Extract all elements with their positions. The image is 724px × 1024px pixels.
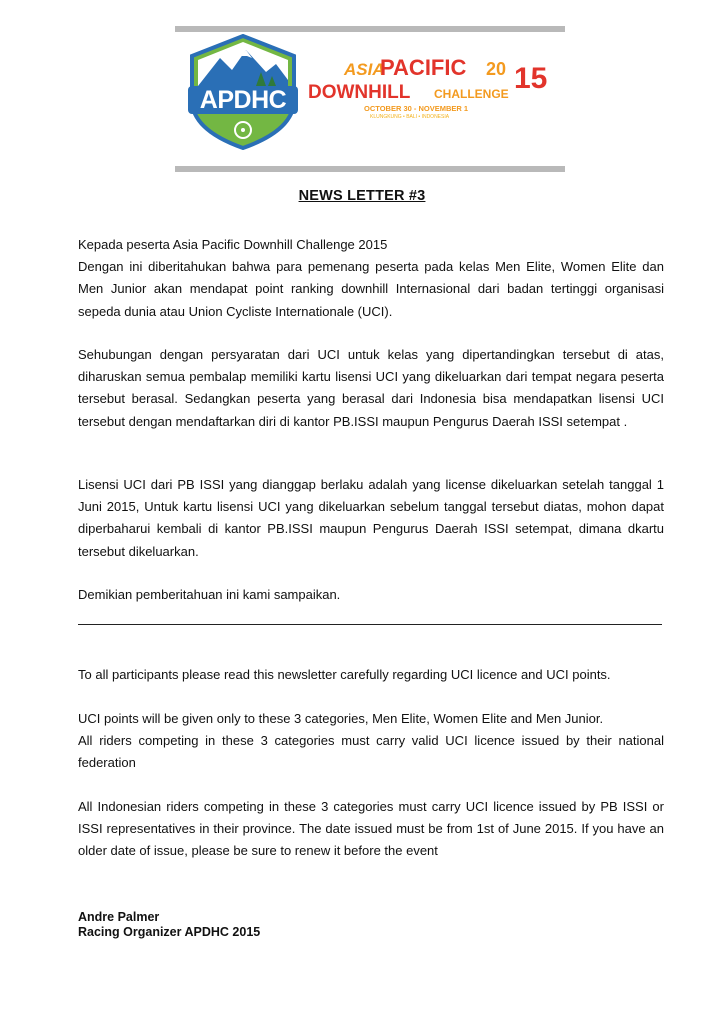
event-year-20: 20	[486, 59, 507, 79]
english-paragraph-2	[78, 708, 664, 775]
indonesian-paragraph-2: Sehubungan dengan persyaratan dari UCI untuk kelas yang dipertandingkan tersebut di atas, diharuskan semua pembalap memiliki kartu lisensi UCI yang dikeluarkan dari tempat negara peserta tersebut berasal. Sedangkan peserta yang berasal dari Indonesia bisa mendapatkan lisensi UCI tersebut dengan mendaftarkan diri di kantor PB.ISSI maupun Pengurus Daerah ISSI setempat .	[78, 347, 664, 429]
english-paragraph-1: To all participants please read this newsletter carefully regarding UCI licence and UCI points.	[78, 667, 611, 682]
section-divider	[78, 624, 662, 625]
english-p2-line1: UCI points will be given only to these 3 categories, Men Elite, Women Elite and Men Junior.	[78, 711, 604, 726]
header-bottom-bar	[175, 166, 565, 172]
event-word-downhill: DOWNHILL	[308, 82, 411, 103]
event-word-challenge: CHALLENGE	[434, 87, 509, 101]
wheel-hub	[241, 128, 245, 132]
event-logo	[300, 48, 564, 118]
event-location: KLUNGKUNG • BALI • INDONESIA	[370, 114, 450, 118]
event-year-15: 15	[514, 62, 548, 95]
event-dates: OCTOBER 30 - NOVEMBER 1	[364, 104, 469, 113]
indonesian-p1-body: Dengan ini diberitahukan bahwa para pemenang peserta pada kelas Men Elite, Women Elite dan Men Junior akan mendapat point ranking downhill Internasional dari badan tertinggi organisasi sepeda dunia atau Union Cycliste Internationale (UCI).	[78, 259, 664, 319]
indonesian-paragraph-3: Lisensi UCI dari PB ISSI yang dianggap berlaku adalah yang license dikeluarkan setelah tanggal 1 Juni 2015, Untuk kartu lisensi UCI yang dikeluarkan sebelum tanggal tersebut diatas, mohon dapat diperbaharui kembali di kantor PB.ISSI maupun Pengurus Daerah ISSI setempat, dimana dkartu tersebut dikeluarkan.	[78, 477, 664, 559]
indonesian-closing: Demikian pemberitahuan ini kami sampaikan.	[78, 587, 341, 602]
signature-role: Racing Organizer APDHC 2015	[78, 925, 261, 939]
indonesian-salutation: Kepada peserta Asia Pacific Downhill Challenge 2015	[78, 237, 388, 252]
signature-name: Andre Palmer	[78, 910, 160, 924]
english-paragraph-3: All Indonesian riders competing in these 3 categories must carry UCI licence issued by PB ISSI or ISSI representatives in their province. The date issued must be from 1st of June 2015. If you have an older date of issue, please be sure to renew it before the event	[78, 799, 664, 859]
indonesian-paragraph-1	[78, 234, 664, 323]
event-word-asia: ASIA	[344, 60, 385, 79]
page-title: NEWS LETTER #3	[298, 188, 426, 204]
english-p2-line2: All riders competing in these 3 categories must carry valid UCI licence issued by their national federation	[78, 733, 664, 771]
event-word-pacific: PACIFIC	[380, 55, 467, 80]
apdhc-shield-logo	[186, 34, 300, 150]
header-top-bar	[175, 26, 565, 32]
shield-text: APDHC	[199, 86, 287, 114]
